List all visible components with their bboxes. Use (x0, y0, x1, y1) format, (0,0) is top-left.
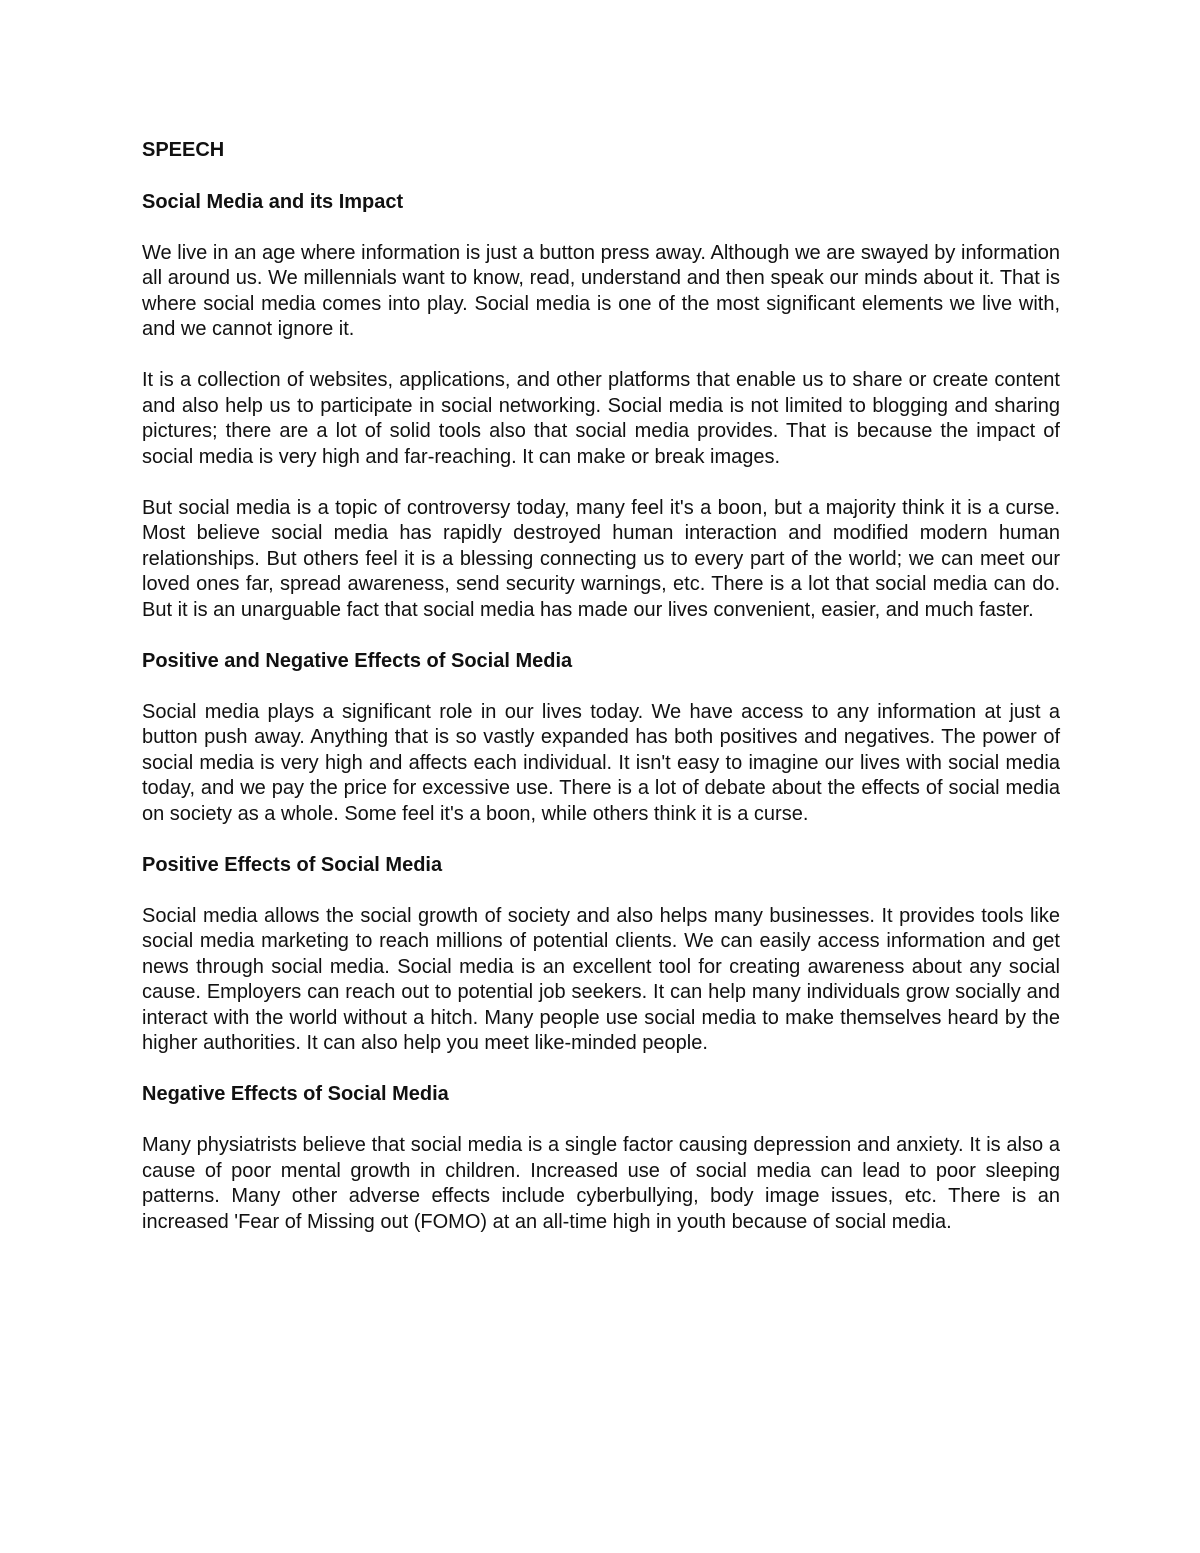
paragraph: We live in an age where information is just a button press away. Although we are swayed by information all around us. We millennials want to know, read, understand and then speak our minds about it. That is where social media comes into play. Social media is one of the most significant elements we live with, and we cannot ignore it. (142, 241, 1060, 340)
section-heading-positive-negative: Positive and Negative Effects of Social Media (142, 649, 573, 672)
document-title: SPEECH (142, 139, 225, 161)
paragraph: It is a collection of websites, applications, and other platforms that enable us to share or create content and also help us to participate in social networking. Social media is not limited to blogging and sharing pictures; there are a lot of solid tools also that social media provides. That is because the impact of social media is very high and far-reaching. It can make or break images. (142, 369, 1060, 468)
paragraph: Social media allows the social growth of society and also helps many businesses. It provides tools like social media marketing to reach millions of potential clients. We can easily access information and get news through social media. Social media is an excellent tool for creating awareness about any social cause. Employers can reach out to potential job seekers. It can help many individuals grow socially and interact with the world without a hitch. Many people use social media to make themselves heard by the higher authorities. It can also help you meet like-minded people. (142, 904, 1060, 1054)
paragraph: Social media plays a significant role in our lives today. We have access to any information at just a button push away. Anything that is so vastly expanded has both positives and negatives. The power of social media is very high and affects each individual. It isn't easy to imagine our lives with social media today, and we pay the price for excessive use. There is a lot of debate about the effects of social media on society as a whole. Some feel it's a boon, while others think it is a curse. (142, 700, 1060, 825)
section-heading-negative: Negative Effects of Social Media (142, 1083, 449, 1105)
document-body (142, 138, 1060, 1261)
paragraph: Many physiatrists believe that social media is a single factor causing depression and anxiety. It is also a cause of poor mental growth in children. Increased use of social media can lead to poor sleeping patterns. Many other adverse effects include cyberbullying, body image issues, etc. There is an increased 'Fear of Missing out (FOMO) at an all-time high in youth because of social media. (142, 1134, 1060, 1233)
section-heading-positive: Positive Effects of Social Media (142, 853, 443, 876)
paragraph: But social media is a topic of controversy today, many feel it's a boon, but a majority think it is a curse. Most believe social media has rapidly destroyed human interaction and modified modern human relationships. But others feel it is a blessing connecting us to every part of the world; we can meet our loved ones far, spread awareness, send security warnings, etc. There is a lot that social media can do. But it is an unarguable fact that social media has made our lives convenient, easier, and much faster. (142, 496, 1060, 621)
section-heading-impact: Social Media and its Impact (142, 190, 404, 213)
